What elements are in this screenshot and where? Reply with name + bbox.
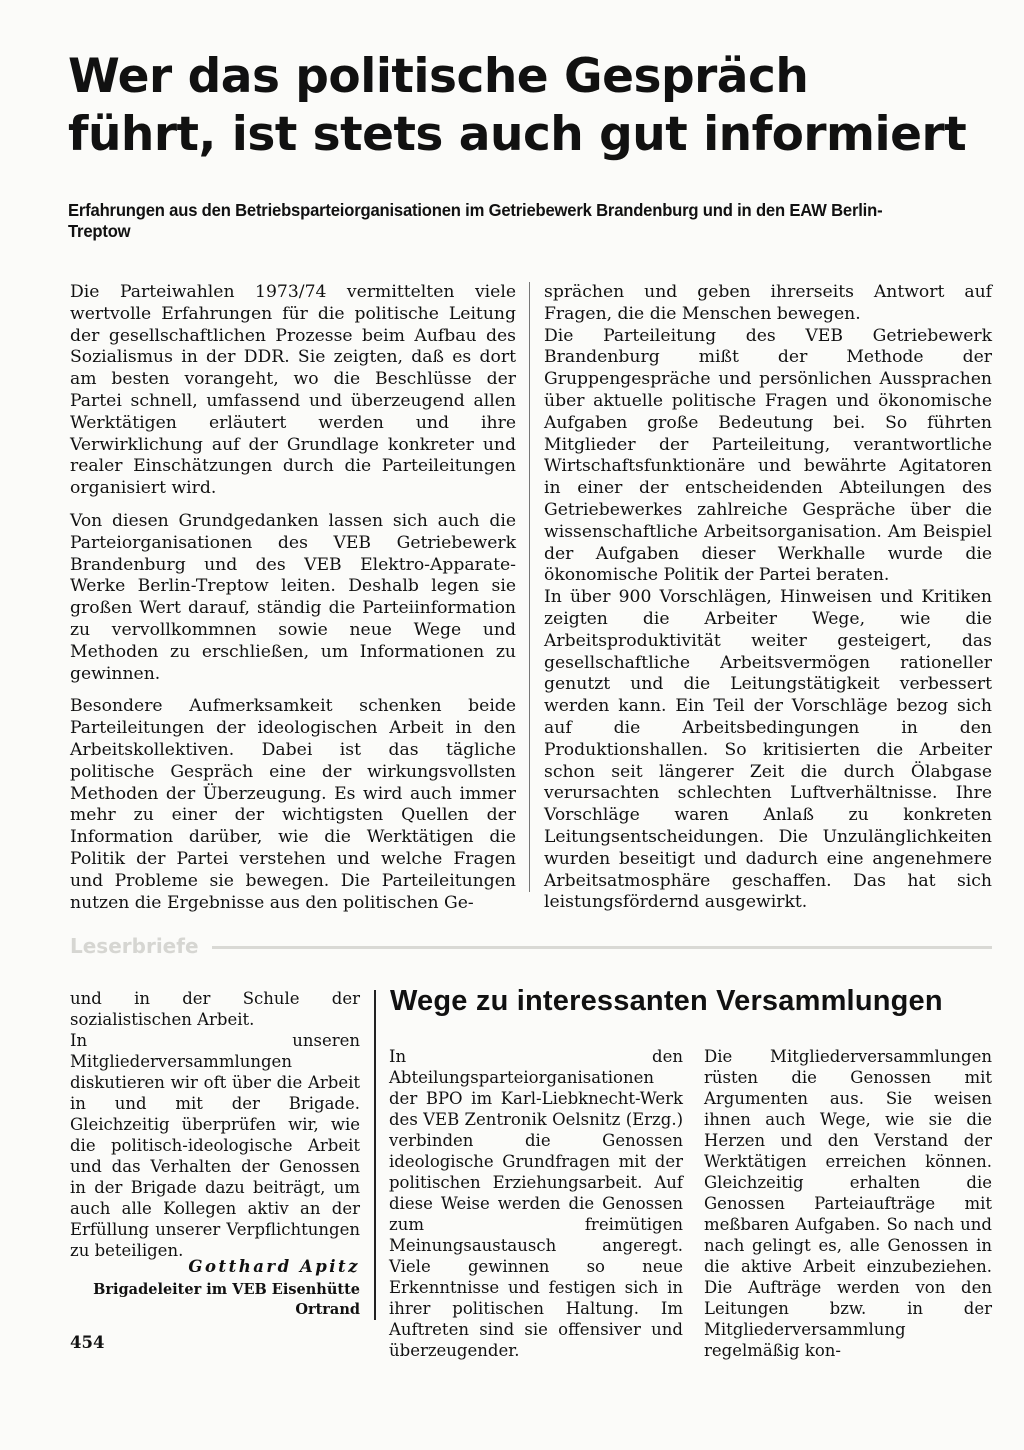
paragraph: sprächen und geben ihrerseits Antwort auf Fragen, die die Menschen bewegen.	[544, 282, 992, 324]
paragraph: Die Parteiwahlen 1973/74 vermittelten viele wertvolle Erfahrungen für die politische Leitung der gesellschaftlichen Prozesse beim Aufbau des Sozialismus in der DDR. Sie zeigten, daß es dort am besten vorangeht, wo die Beschlüsse der Partei schnell, umfassend und überzeugend allen Werktätigen erläutert werden und ihre Verwirklichung auf der Grundlage konkreter und realer Einschätzungen durch die Parteileitungen organisiert wird.	[70, 282, 516, 499]
subtitle: Erfahrungen aus den Betriebsparteiorganisationen im Getriebewerk Brandenburg und in den EAW Berlin-Treptow	[68, 200, 883, 241]
paragraph: Die Parteileitung des VEB Getriebewerk Brandenburg mißt der Methode der Gruppengespräche und persönlichen Aussprachen über aktuelle politische Fragen und ökonomische Aufgaben große Bedeutung bei. So führten Mitglieder der Parteileitung, verantwortliche Wirtschaftsfunktionäre und bewährte Agitatoren in einer der entscheidenden Abteilungen des Getriebewerkes zahlreiche Gespräche über die wissenschaftliche Arbeitsorganisation. Am Beispiel der Aufgaben dieser Werkhalle wurde die ökonomische Politik der Partei beraten.	[544, 325, 992, 586]
column-divider	[374, 990, 376, 1320]
reader-letter	[70, 988, 360, 1261]
paragraph: Von diesen Grundgedanken lassen sich auch die Parteiorganisationen des VEB Getriebewerk Brandenburg und des VEB Elektro-Apparate-Werke Berlin-Treptow leiten. Deshalb legen sie großen Wert darauf, ständig die Parteiinformation zu vervollkommnen sowie neue Wege und Methoden zu erschließen, um Informationen zu gewinnen.	[70, 510, 516, 684]
letter-signature: Gotthard Apitz	[188, 1257, 360, 1276]
paragraph: In über 900 Vorschlägen, Hinweisen und Kritiken zeigten die Arbeiter Wege, wie die Arbeitsproduktivität weiter gesteigert, das gesellschaftliche Arbeitsvermögen rationeller genutzt und die Leitungstätigkeit verbessert werden kann. Ein Teil der Vorschläge bezog sich auf die Arbeitsbedingungen in den Produktionshallen. So kritisierten die Arbeiter schon seit längerer Zeit die durch Ölabgase verursachten schlechten Luftverhältnisse. Ihre Vorschläge waren Anlaß zu konkreten Leitungsentscheidungen. Die Unzulänglichkeiten wurden beseitigt und dadurch eine angenehmere Arbeitsatmosphäre geschaffen. Das hat sich leistungsfördernd ausgewirkt.	[544, 587, 992, 913]
section-divider	[212, 946, 992, 949]
letter-author-role: Brigadeleiter im VEB Eisenhütte Ortrand	[93, 1281, 360, 1318]
paragraph: Besondere Aufmerksamkeit schenken beide Parteileitungen der ideologischen Arbeit in den Arbeitskollektiven. Dabei ist das tägliche politische Gespräch eine der wirkungsvollsten Methoden der Überzeugung. Es wird auch immer mehr zu einer der wichtigsten Quellen der Information darüber, wie die Werktätigen die Politik der Partei verstehen und welche Fragen und Probleme sie bewegen. Die Parteileitungen nutzen die Ergebnisse aus den politischen Ge-	[70, 696, 516, 913]
headline: Wer das politische Gespräch führt, ist stets auch gut informiert	[68, 49, 967, 162]
article-column-left	[70, 282, 516, 914]
page-number: 454	[70, 1333, 105, 1352]
paragraph: In unseren Mitgliederversammlungen diskutieren wir oft über die Arbeit in und mit der Brigade. Gleichzeitig überprüfen wir, wie die politisch-ideologische Arbeit und das Verhalten der Genossen in der Brigade dazu beiträgt, um auch alle Kollegen aktiv an der Erfüllung unserer Verpflichtungen zu beteiligen.	[70, 1031, 360, 1260]
paragraph: und in der Schule der sozialistischen Arbeit.	[70, 989, 360, 1029]
column-divider	[529, 282, 530, 892]
paragraph: Die Mitgliederversammlungen rüsten die Genossen mit Argumenten aus. Sie weisen ihnen auch Wege, wie sie die Herzen und den Verstand der Werktätigen erreichen können. Gleichzeitig erhalten die Genossen Parteiaufträge mit meßbaren Aufgaben. So nach und nach gelingt es, alle Genossen in die aktive Arbeit einzubeziehen. Die Aufträge werden von den Leitungen bzw. in der Mitgliederversammlung regelmäßig kon-	[704, 1047, 992, 1360]
second-article-column-1	[389, 1046, 683, 1361]
section-heading: Wege zu interessanten Versammlungen	[390, 985, 943, 1017]
section-label: Leserbriefe	[70, 934, 199, 958]
article-column-right	[544, 282, 992, 914]
second-article-column-2	[704, 1046, 992, 1361]
paragraph: In den Abteilungsparteiorganisationen der BPO im Karl-Liebknecht-Werk des VEB Zentronik Oelsnitz (Erzg.) verbinden die Genossen ideologische Grundfragen mit der politischen Erziehungsarbeit. Auf diese Weise werden die Genossen zum freimütigen Meinungsaustausch angeregt. Viele gewinnen so neue Erkenntnisse und festigen sich in ihrer politischen Haltung. Im Auftreten sind sie offensiver und überzeugender.	[389, 1047, 683, 1360]
